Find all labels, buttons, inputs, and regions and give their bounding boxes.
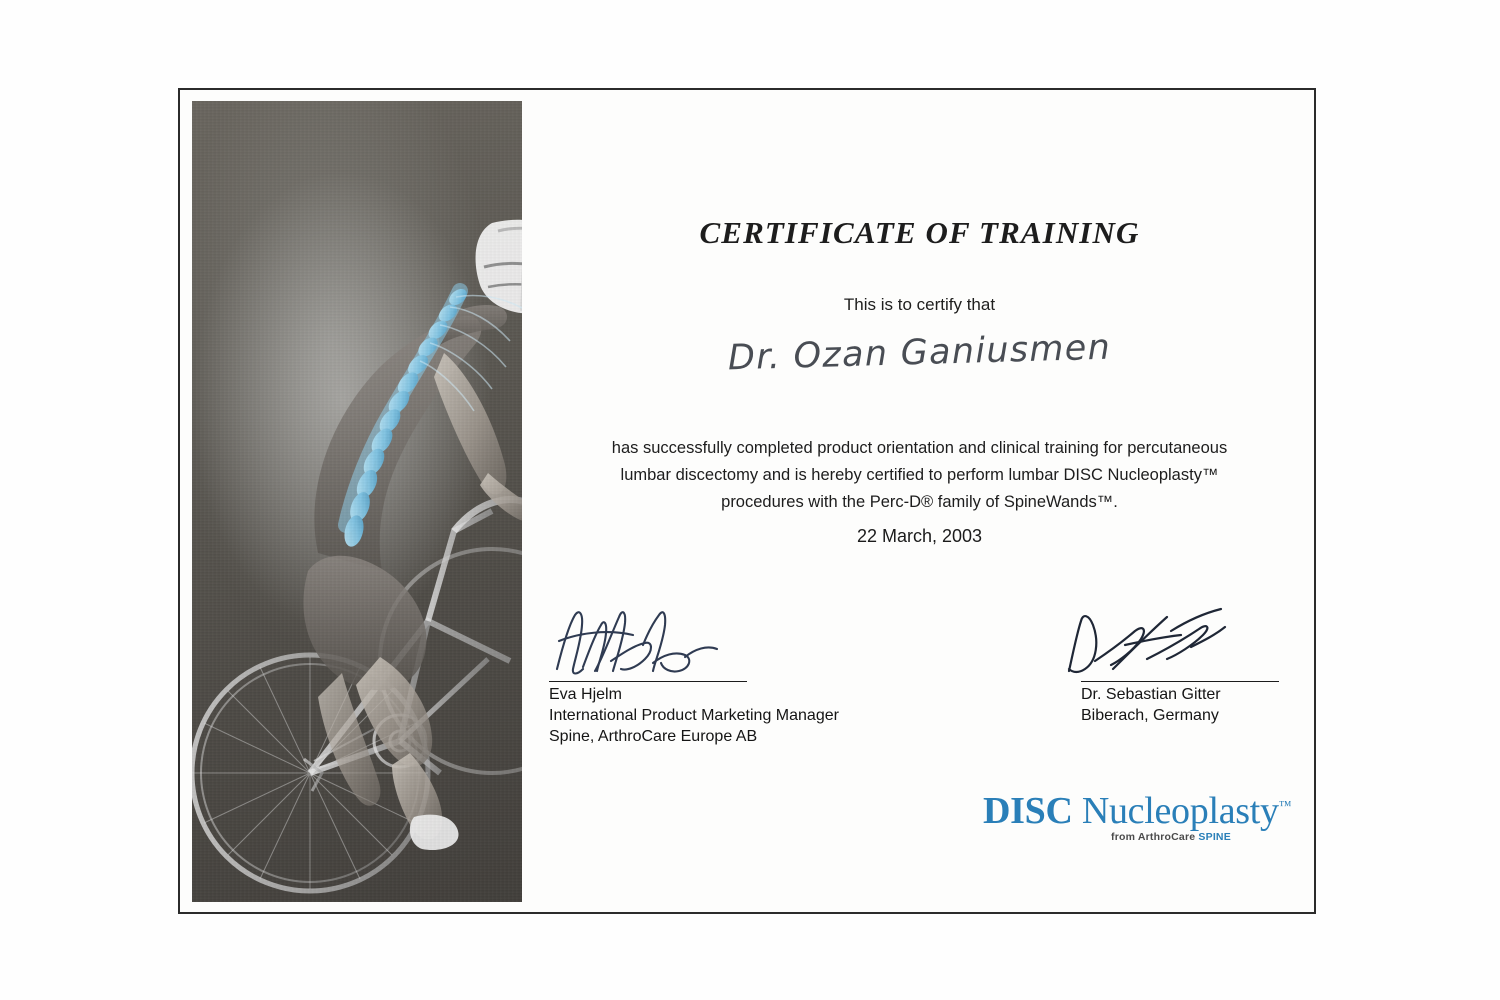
signature-ink-right [1051,601,1261,681]
cyclist-xray-spine-photo [192,101,522,902]
handwritten-signature [1051,601,1381,681]
signer-name: Eva Hjelm [549,686,622,703]
description-line-1: has successfully completed product orientation and clinical training for percutaneous [611,439,1228,457]
signature-block-right [1051,601,1381,726]
handwritten-signature [549,601,879,681]
brand-word-nucleoplasty: Nucleoplasty [1081,790,1279,832]
recipient-name: Dr. Ozan Ganiusmen [727,327,1112,379]
signature-block-left [549,601,879,747]
description-line-3: procedures with the Perc-D® family of SpineWands™. [721,493,1118,511]
signature-rule [549,681,747,682]
issue-date: 22 March, 2003 [856,526,983,546]
certificate-document [178,88,1316,914]
brand-word-disc: DISC [983,790,1073,832]
page-title: CERTIFICATE OF TRAINING [699,215,1140,250]
certificate-description [535,435,1304,516]
brand-logo [983,789,1303,843]
certify-statement: This is to certify that [843,295,996,314]
certificate-body [535,101,1304,902]
trademark-icon: ™ [1278,797,1292,813]
photo-grain-overlay [192,101,522,902]
signer-name: Dr. Sebastian Gitter [1081,686,1221,703]
brand-wordmark [983,789,1303,833]
signature-rule [1081,681,1279,682]
description-line-2: lumbar discectomy and is hereby certified to perform lumbar DISC Nucleoplasty™ [620,466,1219,484]
signer-role-line-2: Spine, ArthroCare Europe AB [549,728,758,745]
signer-role-line-1: Biberach, Germany [1081,707,1219,724]
brand-tagline-suffix: SPINE [1198,831,1231,843]
brand-tagline-prefix: from ArthroCare [1111,831,1199,843]
signer-role-line-1: International Product Marketing Manager [549,707,839,724]
signature-ink-left [549,601,759,681]
